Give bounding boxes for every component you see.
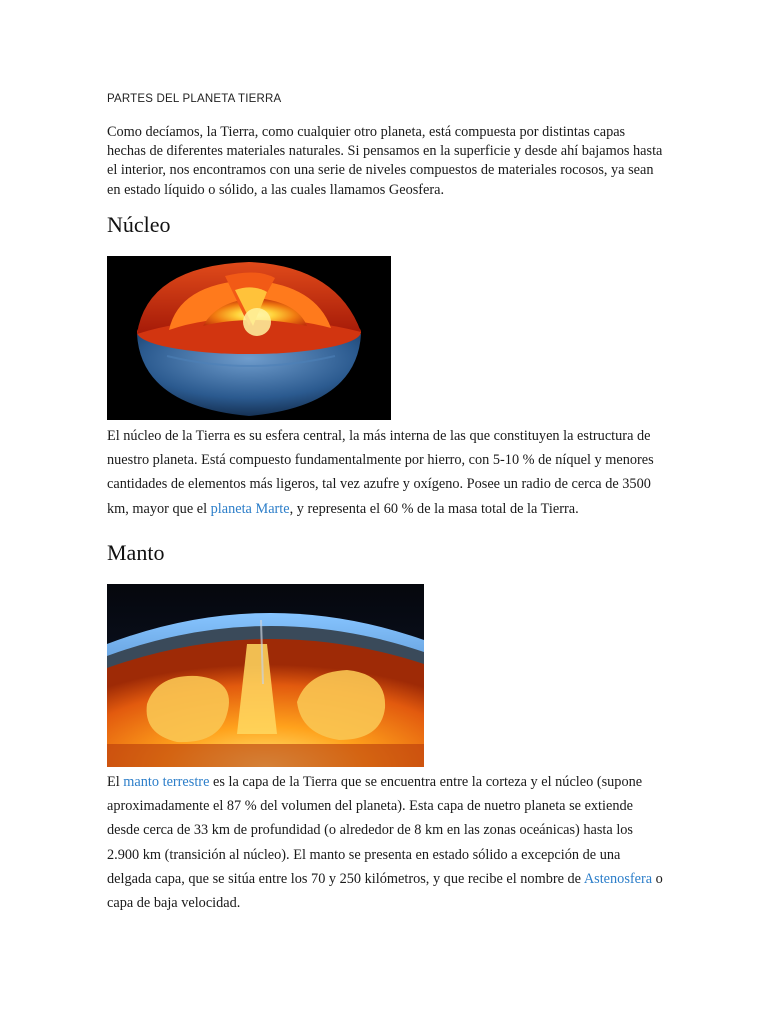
section-heading-nucleo: Núcleo (107, 212, 171, 237)
manto-text-start: El (107, 774, 124, 790)
intro-paragraph: Como decíamos, la Tierra, como cualquier otro planeta, está compuesta por distintas capas hechas de diferentes materiales naturales. Si pensamos en la superficie y desde ahí bajamos hasta el interior, nos encontramos con una serie de niveles compuestos de materiales rocosos, ya sean en estado líquido o sólido, a las cuales llamamos Geosfera. (107, 124, 663, 198)
manto-paragraph (107, 770, 667, 915)
manto-text-end: o capa de baja velocidad. (107, 870, 663, 912)
manto-text-middle: es la capa de la Tierra que se encuentra entre la corteza y el núcleo (supone aproximadamente el 87 % del volumen del planeta). Esta capa de nuetro planeta se extiende desde cerca de 33 km de profundidad (o alrededor de 8 km en las zonas oceánicas) hasta los 2.900 km (transición al núcleo). El manto se presenta en estado sólido a excepción de una delgada capa, que se sitúa entre los 70 y 250 kilómetros, y que recibe el nombre de (107, 774, 643, 887)
nucleo-text-end: , y representa el 60 % de la masa total de la Tierra. (289, 500, 579, 517)
section-heading-manto: Manto (107, 540, 165, 565)
link-planeta-marte[interactable]: planeta Marte (210, 500, 290, 517)
earth-mantle-image (107, 584, 424, 767)
link-astenosfera[interactable]: Astenosfera (583, 870, 653, 887)
earth-core-image (107, 256, 391, 420)
nucleo-paragraph (107, 424, 667, 521)
link-manto-terrestre[interactable]: manto terrestre (123, 774, 210, 790)
nucleo-text-start: El núcleo de la Tierra es su esfera central, la más interna de las que constituyen la estructura de nuestro planeta. Está compuesto fundamentalmente por hierro, con 5-10 % de níquel y menores cantidades de elementos más ligeros, tal vez azufre y oxígeno. Posee un radio de cerca de 3500 km, mayor que el (107, 428, 654, 517)
document-title: PARTES DEL PLANETA TIERRA (107, 93, 282, 105)
